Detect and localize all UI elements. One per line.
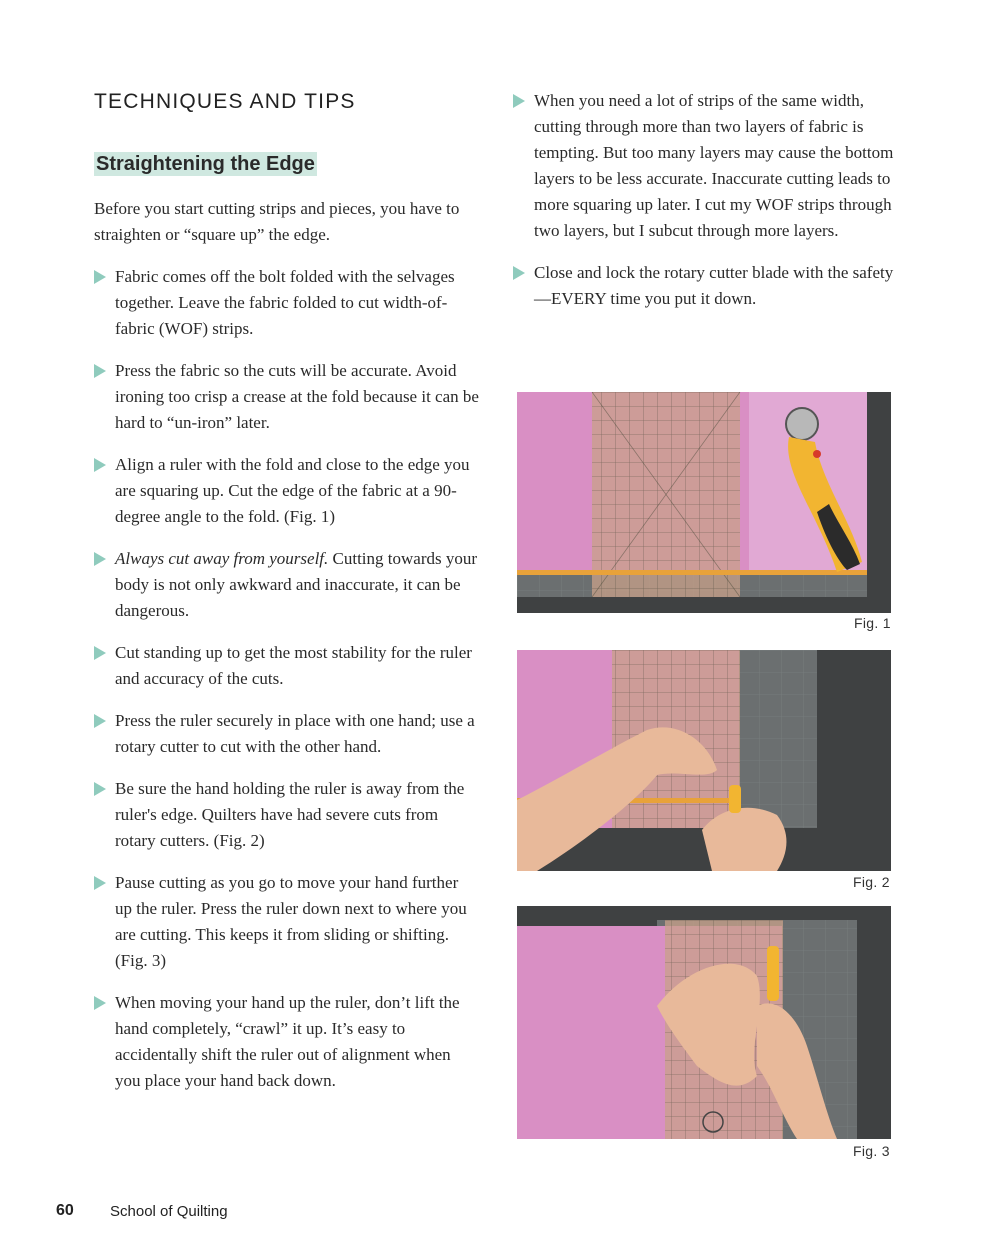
triangle-right-icon <box>513 94 525 108</box>
list-item <box>94 640 479 692</box>
figure-3-caption: Fig. 3 <box>853 1143 890 1159</box>
bullet-text: Cut standing up to get the most stability for the ruler and accuracy of the cuts. <box>115 643 472 688</box>
bullet-text: When you need a lot of strips of the same width, cutting through more than two layers of fabric is tempting. But too many layers may cause the bottom layers to be less accurate. Inaccurate cutting leads to more squaring up later. I cut my WOF strips through two layers, but I subcut through more layers. <box>534 91 894 240</box>
bullet-text: Pause cutting as you go to move your hand further up the ruler. Press the ruler down next to where you are cutting. This keeps it from sliding or shifting. (Fig. 3) <box>115 873 467 970</box>
bullet-lead-italic: Always cut away from yourself. <box>115 549 329 568</box>
book-title: School of Quilting <box>110 1203 228 1220</box>
list-item <box>94 870 479 974</box>
bullet-text: Be sure the hand holding the ruler is away from the ruler's edge. Quilters have had severe cuts from rotary cutters. (Fig. 2) <box>115 779 465 850</box>
subtitle: Straightening the Edge <box>96 153 315 175</box>
triangle-right-icon <box>94 876 106 890</box>
page-number: 60 <box>56 1202 74 1219</box>
triangle-right-icon <box>513 266 525 280</box>
bullet-text: Press the ruler securely in place with one hand; use a rotary cutter to cut with the other hand. <box>115 711 475 756</box>
triangle-right-icon <box>94 996 106 1010</box>
triangle-right-icon <box>94 364 106 378</box>
list-item <box>94 990 479 1094</box>
bullet-text: Press the fabric so the cuts will be accurate. Avoid ironing too crisp a crease at the fold because it can be hard to “un-iron” later. <box>115 361 479 432</box>
figure-1-caption: Fig. 1 <box>854 615 891 631</box>
bullet-text: Fabric comes off the bolt folded with the selvages together. Leave the fabric folded to cut width-of-fabric (WOF) strips. <box>115 267 455 338</box>
figure-2-caption: Fig. 2 <box>853 874 890 890</box>
bullet-text: Cutting towards your body is not only awkward and inaccurate, it can be dangerous. <box>115 549 478 620</box>
bullet-text: Align a ruler with the fold and close to the edge you are squaring up. Cut the edge of the fabric at a 90-degree angle to the fold. (Fig. 1) <box>115 455 470 526</box>
figure-3-photo <box>517 906 891 1139</box>
triangle-right-icon <box>94 270 106 284</box>
list-item <box>94 264 479 342</box>
list-item <box>94 546 479 624</box>
left-bullet-list <box>94 264 479 1110</box>
list-item <box>94 452 479 530</box>
triangle-right-icon <box>94 552 106 566</box>
figure-1-photo <box>517 392 891 613</box>
list-item <box>94 708 479 760</box>
section-title: TECHNIQUES AND TIPS <box>94 90 356 113</box>
triangle-right-icon <box>94 714 106 728</box>
right-bullet-list <box>513 88 898 328</box>
list-item <box>94 776 479 854</box>
bullet-text: Close and lock the rotary cutter blade with the safety—EVERY time you put it down. <box>534 263 894 308</box>
triangle-right-icon <box>94 646 106 660</box>
list-item <box>513 88 898 244</box>
triangle-right-icon <box>94 782 106 796</box>
list-item <box>94 358 479 436</box>
list-item <box>513 260 898 312</box>
triangle-right-icon <box>94 458 106 472</box>
intro-paragraph: Before you start cutting strips and pieces, you have to straighten or “square up” the edge. <box>94 199 460 244</box>
bullet-text: When moving your hand up the ruler, don’t lift the hand completely, “crawl” it up. It’s easy to accidentally shift the ruler out of alignment when you place your hand back down. <box>115 993 460 1090</box>
figure-2-photo <box>517 650 891 871</box>
